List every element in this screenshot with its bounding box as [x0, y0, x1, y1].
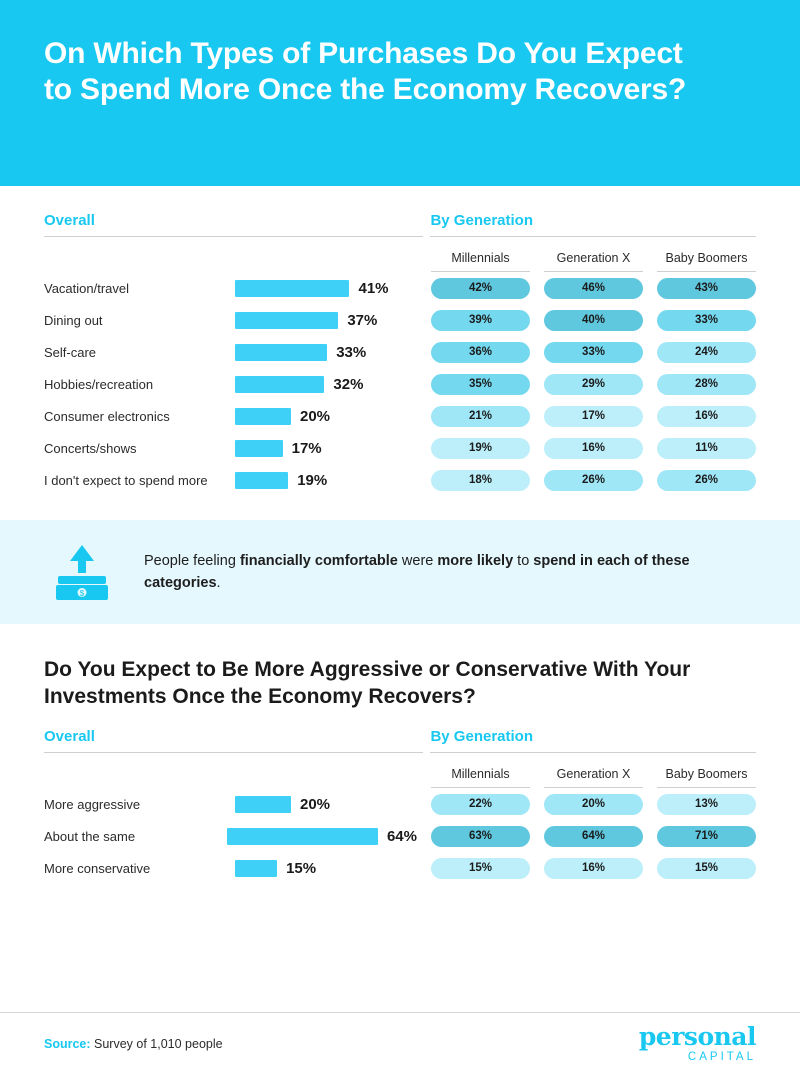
generation-pill-group — [431, 342, 756, 363]
generation-pill: 17% — [544, 406, 643, 427]
section1-gen-col-millennials: Millennials — [431, 251, 530, 272]
overall-bar — [235, 408, 291, 425]
section1-overall-heading: Overall — [44, 212, 423, 237]
section1-bygeneration-heading: By Generation — [430, 212, 756, 237]
generation-pill: 21% — [431, 406, 530, 427]
callout-bold-1: financially comfortable — [239, 553, 398, 569]
brand-logo — [638, 1021, 756, 1064]
generation-pill: 42% — [431, 278, 530, 299]
footer — [0, 1012, 800, 1074]
overall-bar-cell — [235, 344, 417, 361]
generation-pill-group — [431, 858, 756, 879]
section1-rows — [44, 272, 756, 496]
generation-pill: 33% — [544, 342, 643, 363]
row-label: I don't expect to spend more — [44, 472, 208, 488]
row-label: More aggressive — [44, 796, 141, 812]
chart-row — [44, 820, 756, 852]
generation-pill-group — [431, 470, 756, 491]
overall-bar-cell — [235, 440, 417, 457]
generation-pill-group — [431, 794, 756, 815]
overall-bar-cell — [235, 376, 417, 393]
generation-pill: 24% — [657, 342, 756, 363]
generation-pill: 26% — [657, 470, 756, 491]
generation-pill-group — [431, 278, 756, 299]
overall-bar-cell — [235, 796, 417, 813]
overall-bar — [235, 312, 338, 329]
generation-pill: 71% — [657, 826, 756, 847]
overall-bar — [235, 796, 291, 813]
generation-pill: 43% — [657, 278, 756, 299]
overall-bar-cell — [235, 472, 417, 489]
generation-pill: 28% — [657, 374, 756, 395]
chart-row — [44, 272, 756, 304]
row-label: Self-care — [44, 344, 97, 360]
generation-pill: 40% — [544, 310, 643, 331]
source-note — [44, 1037, 223, 1051]
header-banner — [0, 0, 800, 186]
overall-bar-value: 15% — [286, 859, 317, 877]
logo-secondary-text: CAPITAL — [687, 1050, 756, 1063]
generation-pill: 19% — [431, 438, 530, 459]
chart-row — [44, 304, 756, 336]
overall-bar-cell — [227, 828, 417, 845]
generation-pill: 33% — [657, 310, 756, 331]
generation-pill: 15% — [431, 858, 530, 879]
generation-pill: 35% — [431, 374, 530, 395]
callout-bold-3: spend in each of these categories — [144, 553, 690, 591]
overall-bar — [235, 472, 288, 489]
overall-bar-cell — [235, 408, 417, 425]
section1-column-headings — [44, 212, 756, 237]
generation-pill-group — [431, 406, 756, 427]
generation-pill: 39% — [431, 310, 530, 331]
generation-pill: 26% — [544, 470, 643, 491]
generation-pill: 16% — [544, 438, 643, 459]
chart-row — [44, 368, 756, 400]
section2-rows — [44, 788, 756, 884]
row-label: Hobbies/recreation — [44, 376, 154, 392]
callout-part-4: . — [216, 575, 221, 591]
generation-pill: 29% — [544, 374, 643, 395]
overall-bar-value: 20% — [299, 795, 331, 813]
generation-pill: 16% — [544, 858, 643, 879]
overall-bar-cell — [235, 280, 417, 297]
svg-text:$: $ — [79, 589, 85, 598]
callout-part-2: were — [397, 553, 438, 569]
overall-bar-cell — [235, 860, 417, 877]
generation-pill: 15% — [657, 858, 756, 879]
generation-pill: 46% — [544, 278, 643, 299]
row-label: About the same — [44, 828, 136, 844]
generation-pill-group — [431, 438, 756, 459]
chart-row — [44, 464, 756, 496]
row-label: Concerts/shows — [44, 440, 137, 456]
money-up-icon — [44, 543, 120, 601]
row-label: Dining out — [44, 312, 103, 328]
logo-primary-text: personal — [638, 1021, 756, 1051]
callout-text — [144, 550, 704, 594]
source-label: Source: — [44, 1036, 91, 1051]
generation-pill: 36% — [431, 342, 530, 363]
callout-bold-2: more likely — [437, 553, 514, 569]
generation-pill: 64% — [544, 826, 643, 847]
row-label: More conservative — [44, 860, 151, 876]
section2-column-headings — [44, 728, 756, 753]
chart-row — [44, 400, 756, 432]
chart-row — [44, 788, 756, 820]
section-investments — [0, 624, 800, 884]
callout-part-1: People feeling — [144, 553, 240, 569]
overall-bar — [235, 376, 324, 393]
chart-row — [44, 432, 756, 464]
source-text: Survey of 1,010 people — [90, 1036, 223, 1051]
generation-pill: 20% — [544, 794, 643, 815]
generation-pill-group — [431, 374, 756, 395]
callout-part-3: to — [513, 553, 534, 569]
generation-pill: 63% — [431, 826, 530, 847]
section2-gen-col-generationx: Generation X — [544, 767, 643, 788]
overall-bar-cell — [235, 312, 417, 329]
overall-bar — [235, 344, 327, 361]
overall-bar-value: 20% — [299, 407, 331, 425]
generation-pill-group — [431, 826, 756, 847]
overall-bar — [235, 440, 282, 457]
generation-pill: 11% — [657, 438, 756, 459]
callout-band — [0, 520, 800, 624]
section2-title: Do You Expect to Be More Aggressive or Conservative With Your Investments Once the Economy Recovers? — [44, 658, 691, 708]
row-label: Vacation/travel — [44, 280, 130, 296]
overall-bar — [227, 828, 378, 845]
section2-gen-col-millennials: Millennials — [431, 767, 530, 788]
generation-pill-group — [431, 310, 756, 331]
row-label: Consumer electronics — [44, 408, 170, 424]
generation-pill: 22% — [431, 794, 530, 815]
generation-pill: 13% — [657, 794, 756, 815]
overall-bar-value: 19% — [297, 471, 328, 489]
page-title: On Which Types of Purchases Do You Expect to Spend More Once the Economy Recovers? — [44, 37, 687, 106]
overall-bar-value: 37% — [347, 311, 378, 329]
overall-bar — [235, 860, 277, 877]
chart-row — [44, 336, 756, 368]
generation-pill: 18% — [431, 470, 530, 491]
chart-row — [44, 852, 756, 884]
overall-bar-value: 33% — [336, 343, 367, 361]
overall-bar-value: 41% — [358, 279, 389, 297]
section2-bygeneration-heading: By Generation — [430, 728, 756, 753]
overall-bar-value: 64% — [386, 827, 417, 845]
section2-gen-col-babyboomers: Baby Boomers — [657, 767, 756, 788]
overall-bar-value: 17% — [291, 439, 322, 457]
section1-gen-col-babyboomers: Baby Boomers — [657, 251, 756, 272]
section-purchases — [0, 212, 800, 496]
overall-bar — [235, 280, 349, 297]
section1-gen-col-generationx: Generation X — [544, 251, 643, 272]
generation-pill: 16% — [657, 406, 756, 427]
overall-bar-value: 32% — [333, 375, 364, 393]
section2-overall-heading: Overall — [44, 728, 423, 753]
